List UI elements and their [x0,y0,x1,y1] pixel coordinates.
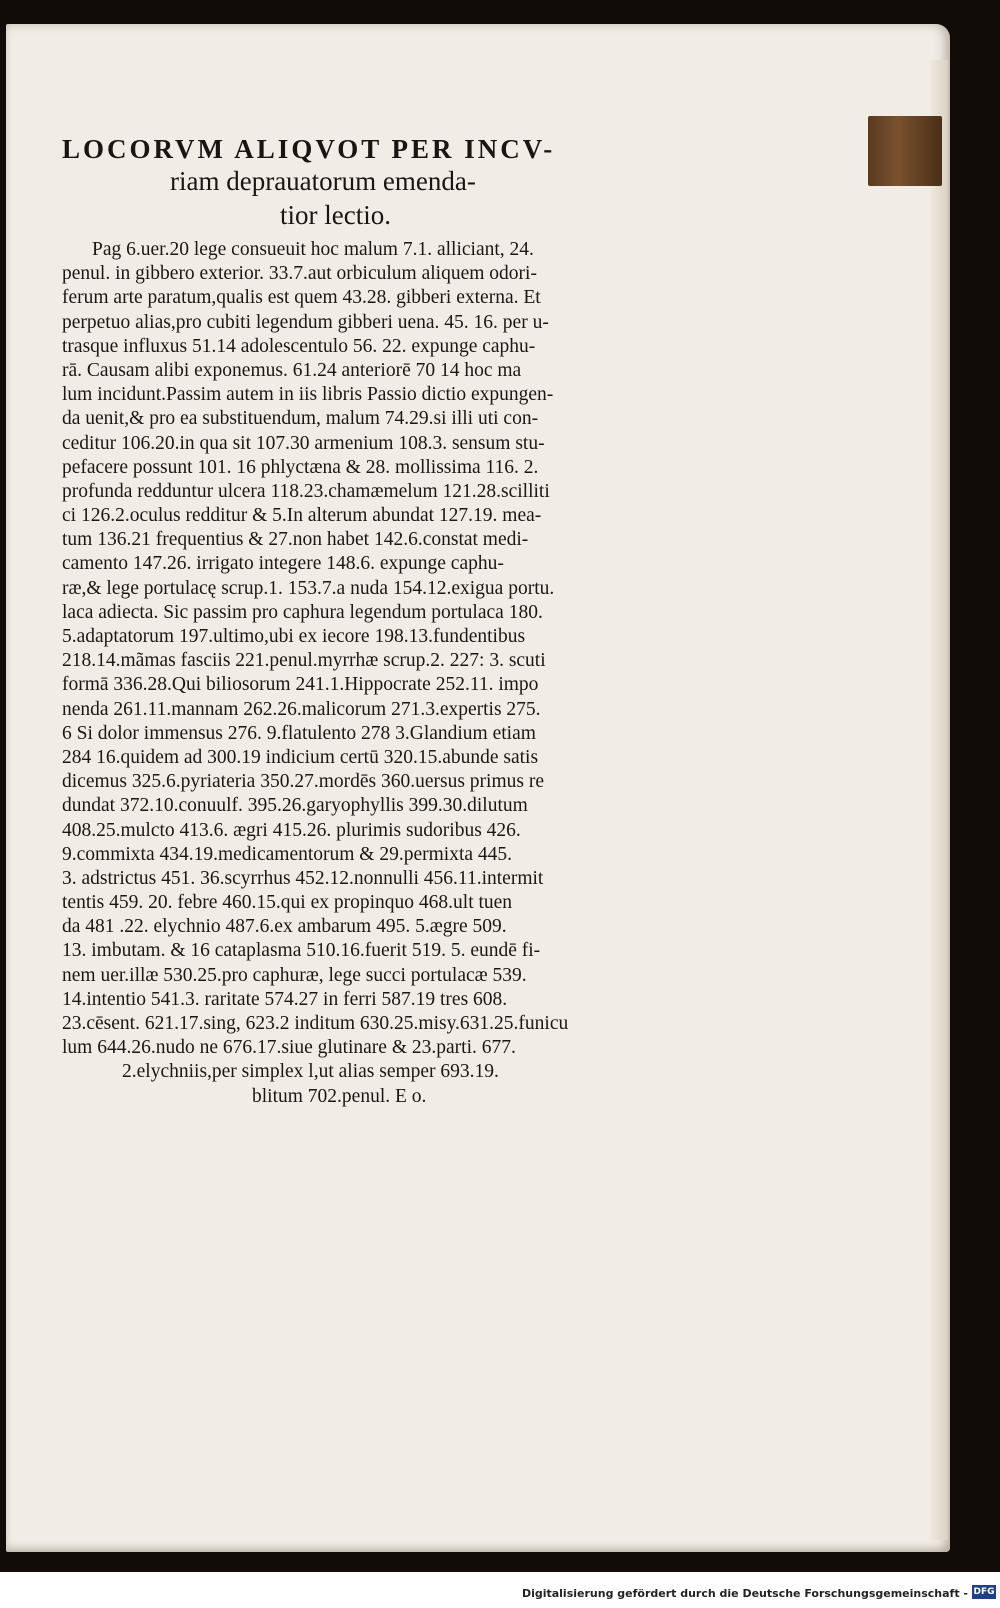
text-line: tentis 459. 20. febre 460.15.qui ex propinquo 468.ult tuen [62,892,513,914]
text-line: 6 Si dolor immensus 276. 9.flatulento 278 3.Glandium etiam [62,722,536,744]
text-line: 408.25.mulcto 413.6. ægri 415.26. plurimis sudoribus 426. [62,819,521,841]
text-line: ferum arte paratum,qualis est quem 43.28. gibberi externa. Et [62,287,541,309]
text-line: 284 16.quidem ad 300.19 indicium certū 320.15.abunde satis [62,746,539,768]
text-line: ræ,& lege portulacę scrup.1. 153.7.a nuda 154.12.exigua portu. [62,577,555,599]
text-line: 218.14.mãmas fasciis 221.penul.myrrhæ scrup.2. 227: 3. scuti [62,650,546,672]
text-line: blitum 702.penul. E o. [252,1085,427,1107]
text-line: nem uer.illæ 530.25.pro caphuræ, lege succi portulacæ 539. [62,964,527,986]
page-edge [930,60,948,1540]
bookmark-tab [868,116,942,186]
text-line: da uenit,& pro ea substituendum, malum 74.29.si illi uti con- [62,408,539,430]
text-line: da 481 .22. elychnio 487.6.ex ambarum 495. 5.ægre 509. [62,916,507,938]
heading-line-3: tior lectio. [280,200,391,230]
text-line: laca adiecta. Sic passim pro caphura legendum portulaca 180. [62,601,543,623]
text-line: 13. imbutam. & 16 cataplasma 510.16.fuerit 519. 5. eundē fi- [62,940,541,962]
text-line: ceditur 106.20.in qua sit 107.30 armenium 108.3. sensum stu- [62,432,545,454]
text-line: tum 136.21 frequentius & 27.non habet 142.6.constat medi- [62,529,529,551]
dfg-logo: DFG [973,1587,995,1597]
heading-line-1: LOCORVM ALIQVOT PER INCV- [62,134,556,164]
text-line: camento 147.26. irrigato integere 148.6. expunge caphu- [62,553,504,575]
text-line: Pag 6.uer.20 lege consueuit hoc malum 7.1. alliciant, 24. [92,239,534,260]
text-line: 3. adstrictus 451. 36.scyrrhus 452.12.nonnulli 456.11.intermit [62,867,544,889]
text-line: pefacere possunt 101. 16 phlyctæna & 28. mollissima 116. 2. [62,456,539,478]
text-line: perpetuo alias,pro cubiti legendum gibberi uena. 45. 16. per u- [62,311,549,333]
text-line: lum incidunt.Passim autem in iis libris Passio dictio expungen- [62,384,554,406]
digitization-credit: Digitalisierung gefördert durch die Deutsche Forschungsgemeinschaft - [521,1587,968,1600]
text-line: dundat 372.10.conuulf. 395.26.garyophyllis 399.30.dilutum [62,795,528,817]
text-line: trasque influxus 51.14 adolescentulo 56. 22. expunge caphu- [62,335,536,357]
text-line: 2.elychniis,per simplex l,ut alias semper 693.19. [122,1061,499,1083]
text-line: penul. in gibbero exterior. 33.7.aut orbiculum aliquem odori- [62,263,537,285]
text-line: rā. Causam alibi exponemus. 61.24 anteriorē 70 14 hoc ma [62,359,522,381]
text-line: profunda redduntur ulcera 118.23.chamæmelum 121.28.scilliti [62,480,550,502]
text-line: 14.intentio 541.3. raritate 574.27 in ferri 587.19 tres 608. [62,988,508,1010]
errata-text [62,238,682,1109]
text-line: 23.cēsent. 621.17.sing, 623.2 inditum 630.25.misy.631.25.funicu [62,1013,569,1034]
text-line: 5.adaptatorum 197.ultimo,ubi ex iecore 198.13.fundentibus [62,626,526,647]
heading-line-2: riam deprauatorum emenda- [170,166,476,196]
text-line: dicemus 325.6.pyriateria 350.27.mordēs 360.uersus primus re [62,771,544,793]
text-line: ci 126.2.oculus redditur & 5.In alterum abundat 127.19. mea- [62,505,542,527]
text-line: lum 644.26.nudo ne 676.17.siue glutinare & 23.parti. 677. [62,1037,516,1059]
text-line: nenda 261.11.mannam 262.26.malicorum 271.3.expertis 275. [62,698,541,720]
text-line: formā 336.28.Qui biliosorum 241.1.Hippocrate 252.11. impo [62,674,539,696]
text-line: 9.commixta 434.19.medicamentorum & 29.permixta 445. [62,843,513,865]
